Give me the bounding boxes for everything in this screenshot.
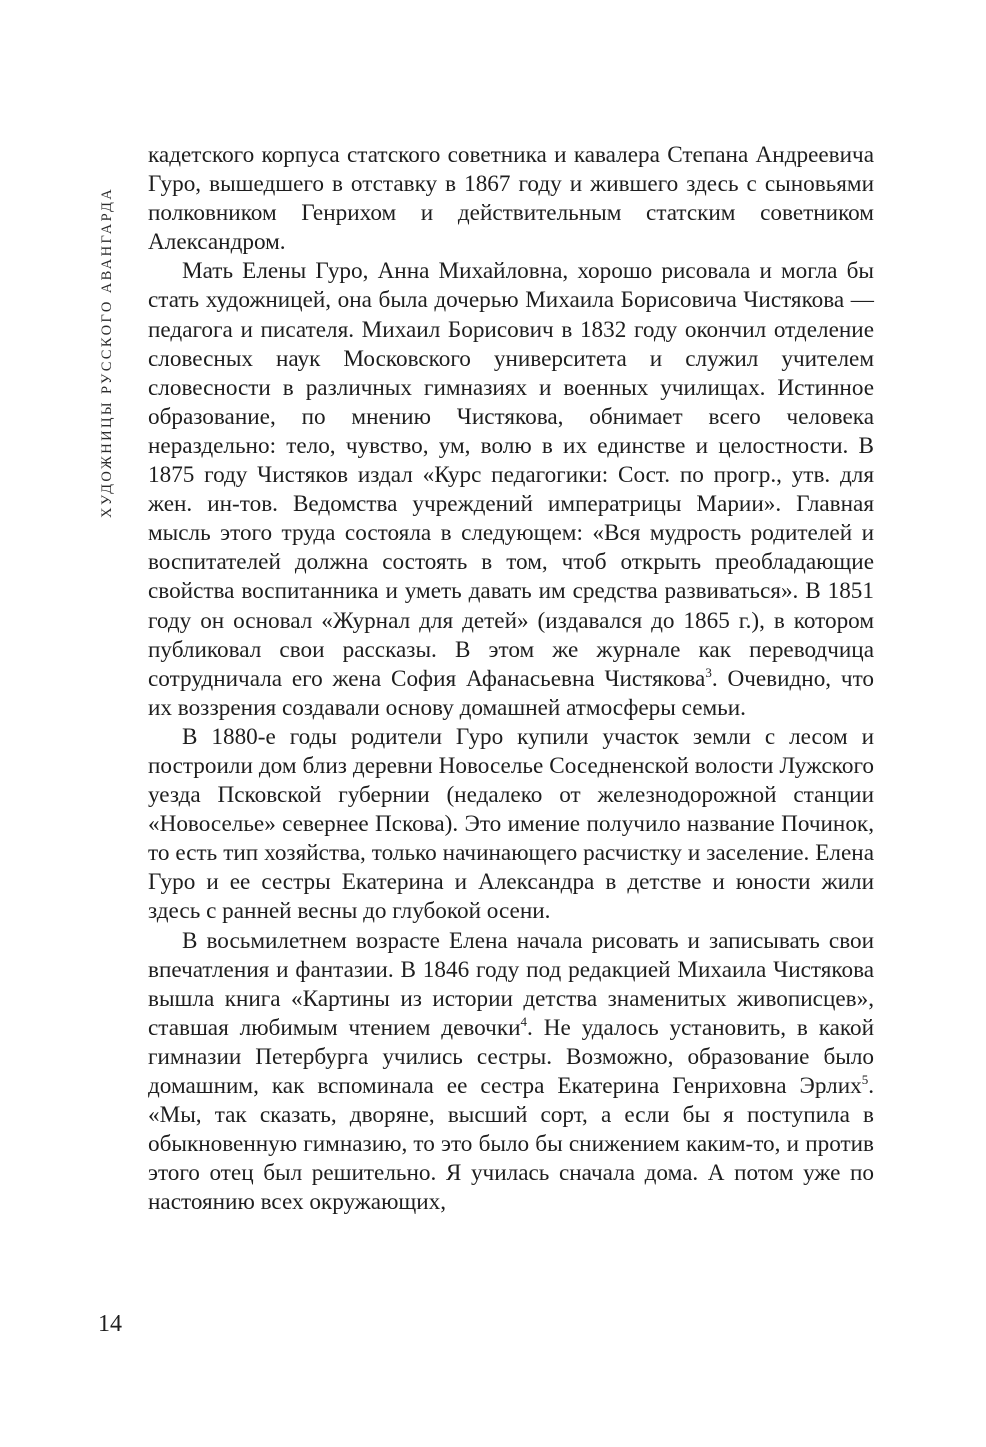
paragraph-4-text-c: . «Мы, так сказать, дворяне, высший сорт, а если бы я поступила в обыкновенную гимназию, то это было бы снижением каким-то, и против этого отец был решительно. Я училась сначала дома. А потом уже по настоянию всех окружающих, [148,1073,874,1216]
running-head [95,138,121,518]
paragraph-3 [148,723,874,927]
paragraph-4-text-a: В восьмилетнем возрасте Елена начала рисовать и записывать свои впечатления и фантазии. В 1846 году под редакцией Михаила Чистякова вышла книга «Картины из истории детства знаменитых живописцев», ставшая любимым чтением девочки [148,927,874,1041]
footnote-ref-3[interactable]: 3 [705,664,712,680]
paragraph-1 [148,141,874,257]
paragraph-2 [148,257,874,723]
footnote-ref-4[interactable]: 4 [520,1013,528,1029]
paragraph-4 [148,927,874,1218]
footnote-ref-5[interactable]: 5 [861,1072,869,1087]
paragraph-1-text: кадетского корпуса статского советника и кавалера Степана Андреевича Гуро, вышедшего в отставку в 1867 году и жившего здесь с сыновьями полковником Генрихом и действительным статским советником Александром. [148,142,874,256]
paragraph-4-text-b: . Не удалось установить, в какой гимназии Петербурга учились сестры. Возможно, образование было домашним, как вспоминала ее сестра Екатерина Генриховна Эрлих [148,1014,874,1099]
paragraph-2-text-a: Мать Елены Гуро, Анна Михайловна, хорошо рисовала и могла бы стать художницей, она была дочерью Михаила Борисовича Чистякова — педагога и писателя. Михаил Борисович в 1832 году окончил отделение словесных наук Московского университета и служил учителем словесности в различных гимназиях и военных училищах. Истинное образование, по мнению Чистякова, обнимает всего человека нераздельно: тело, чувство, ум, волю в их единстве и целостности. В 1875 году Чистяков издал «Курс педагогики: Сост. по прогр., утв. для жен. ин-тов. Ведомства учреждений императрицы Марии». Главная мысль этого труда состояла в следующем: «Вся мудрость родителей и воспитателей должна состоять в том, чтоб открыть преобладающие свойства воспитанника и уметь давать им средства развиваться». В 1851 году он основал «Журнал для детей» (издавался до 1865 г.), в котором публиковал свои рассказы. В этом же журнале как переводчица сотрудничала его жена София Афанасьевна Чистякова [148,258,874,692]
paragraph-3-text: В 1880-е годы родители Гуро купили участок земли с лесом и построили дом близ деревни Новоселье Соседненской волости Лужского уезда Псковской губернии (недалеко от железнодорожной станции «Новоселье» севернее Пскова). Это имение получило название Починок, то есть тип хозяйства, только начинающего расчистку и заселение. Елена Гуро и ее сестры Екатерина и Александра в детстве и юности жили здесь с ранней весны до глубокой осени. [148,723,874,925]
running-head-text: ХУДОЖНИЦЫ РУССКОГО АВАНГАРДА [99,186,115,518]
body-text [148,141,874,1217]
paragraph-2-text-b: . Очевидно, что их воззрения создавали основу домашней атмосферы семьи. [148,665,874,721]
page-number: 14 [98,1311,122,1337]
